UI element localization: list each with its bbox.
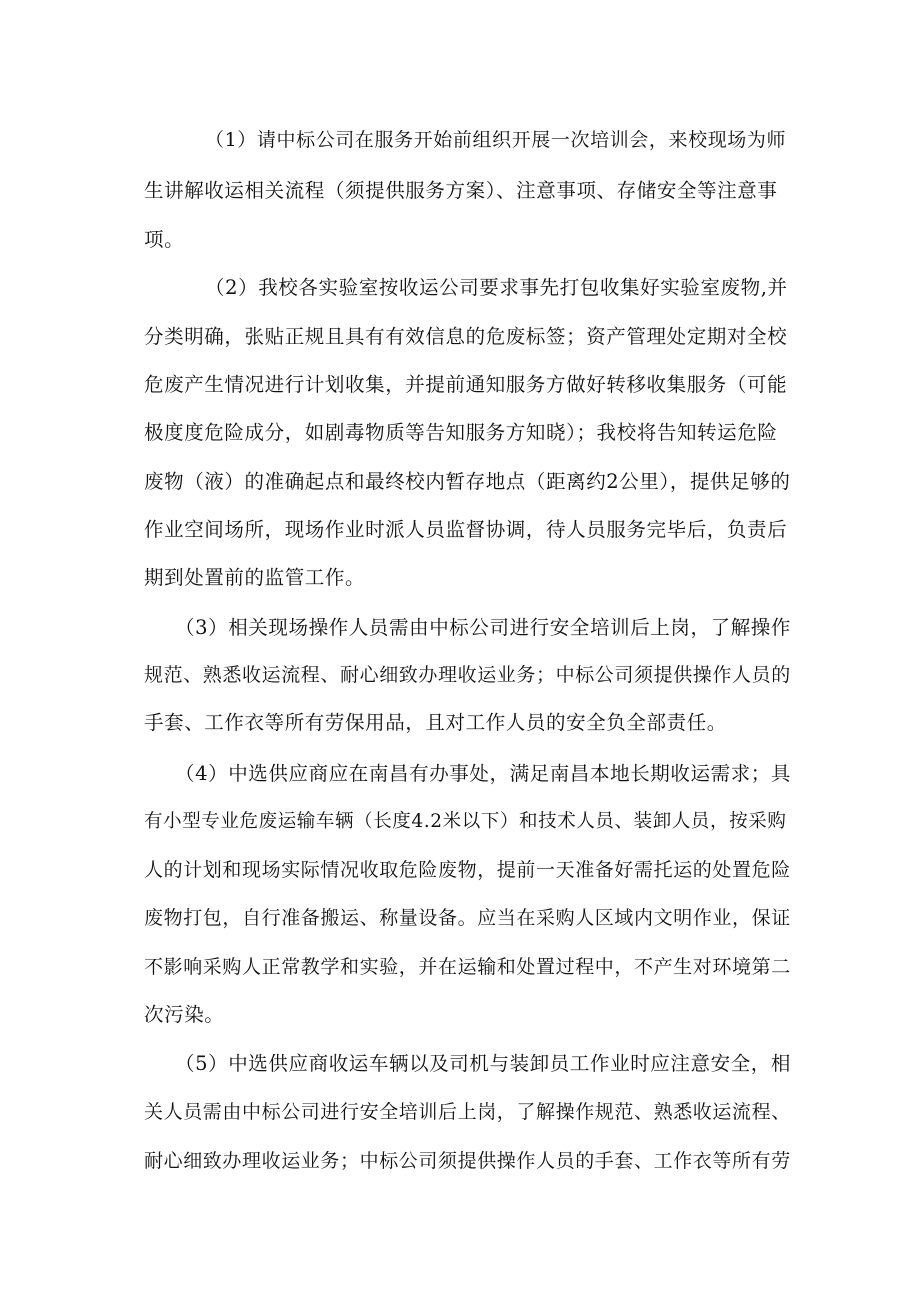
- paragraph-line: 作业空间场所，现场作业时派人员监督协调，待人员服务完毕后，负责后: [144, 518, 788, 541]
- paragraph-line: 有小型专业危废运输车辆（长度4.2米以下）和技术人员、装卸人员，按采购: [144, 811, 787, 832]
- paragraph-line: 期到处置前的监管工作。: [144, 566, 366, 589]
- paragraph-line: （2）我校各实验室按收运公司要求事先打包收集好实验室废物,并: [205, 276, 788, 299]
- paragraph-line: 废物打包，自行准备搬运、称量设备。应当在采购人区域内文明作业，保证: [144, 907, 791, 929]
- paragraph-line: （1）请中标公司在服务开始前组织开展一次培训会，来校现场为师: [205, 129, 787, 151]
- paragraph-line: 规范、熟悉收运流程、耐心细致办理收运业务；中标公司须提供操作人员的: [144, 664, 791, 686]
- paragraph-line: （5）中选供应商收运车辆以及司机与装卸员工作业时应注意安全，相: [175, 1052, 792, 1075]
- paragraph-line: 次污染。: [144, 1003, 225, 1026]
- paragraph-line: 危废产生情况进行计划收集，并提前通知服务方做好转移收集服务（可能: [144, 373, 788, 396]
- paragraph-line: 关人员需由中标公司进行安全培训后上岗，了解操作规范、熟悉收运流程、: [144, 1101, 791, 1123]
- paragraph-line: 分类明确，张贴正规且具有有效信息的危废标签；资产管理处定期对全校: [144, 325, 788, 348]
- paragraph-line: （4）中选供应商应在南昌有办事处，满足南昌本地长期收运需求；具: [175, 762, 792, 785]
- paragraph-line: （3）相关现场操作人员需由中标公司进行安全培训后上岗，了解操作: [175, 616, 792, 639]
- paragraph-line: 耐心细致办理收运业务；中标公司须提供操作人员的手套、工作衣等所有劳: [144, 1150, 791, 1172]
- paragraph-line: 人的计划和现场实际情况收取危险废物，提前一天准备好需托运的处置危险: [144, 859, 791, 881]
- paragraph-line: 废物（液）的准确起点和最终校内暂存地点（距离约2公里），提供足够的: [144, 470, 791, 493]
- paragraph-line: 不影响采购人正常教学和实验，并在运输和处置过程中，不产生对环境第二: [144, 956, 791, 978]
- paragraph-line: 极度度危险成分，如剧毒物质等告知服务方知晓）；我校将告知转运危险: [144, 421, 778, 444]
- paragraph-line: 手套、工作衣等所有劳保用品，且对工作人员的安全负全部责任。: [144, 711, 727, 734]
- paragraph-line: 项。: [144, 228, 185, 251]
- paragraph-line: 生讲解收运相关流程（须提供服务方案）、注意事项、存储安全等注意事: [144, 179, 778, 202]
